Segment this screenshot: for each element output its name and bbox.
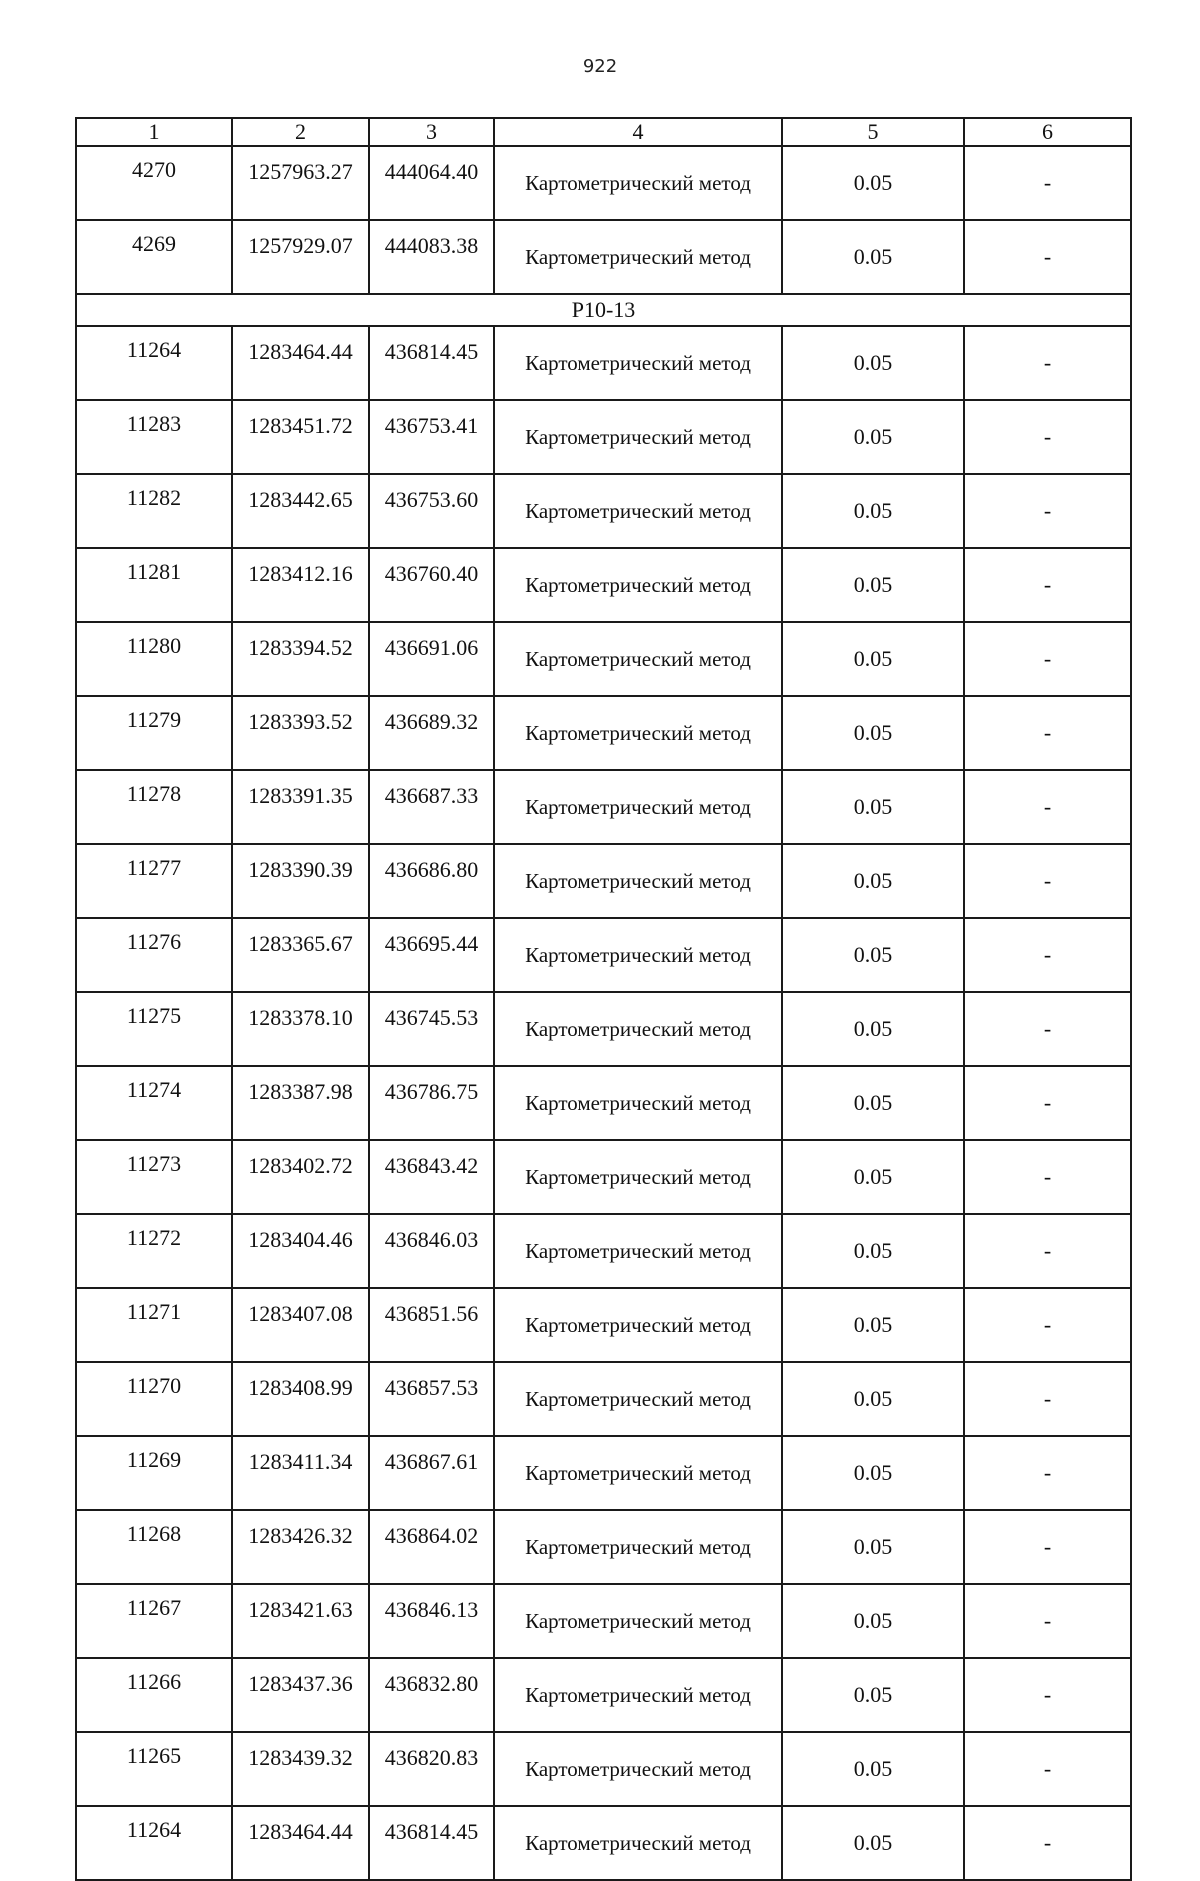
note-cell: -: [964, 400, 1131, 474]
accuracy-cell: 0.05: [782, 1140, 964, 1214]
x-coordinate-cell: 1283442.65: [232, 474, 369, 548]
x-coordinate-cell: 1283390.39: [232, 844, 369, 918]
method-cell: Картометрический метод: [494, 326, 782, 400]
x-coordinate-cell: 1283426.32: [232, 1510, 369, 1584]
accuracy-cell: 0.05: [782, 1288, 964, 1362]
note-cell: -: [964, 844, 1131, 918]
note-cell: -: [964, 918, 1131, 992]
x-coordinate-cell: 1283402.72: [232, 1140, 369, 1214]
note-cell: -: [964, 474, 1131, 548]
table-row: [76, 1584, 1131, 1658]
x-coordinate-cell: 1283365.67: [232, 918, 369, 992]
method-cell: Картометрический метод: [494, 1214, 782, 1288]
point-number-cell: 11264: [76, 1806, 232, 1880]
method-cell: Картометрический метод: [494, 220, 782, 294]
table-row: [76, 1806, 1131, 1880]
point-number-cell: 11280: [76, 622, 232, 696]
y-coordinate-cell: 436745.53: [369, 992, 494, 1066]
point-number-cell: 11268: [76, 1510, 232, 1584]
table-row: [76, 1140, 1131, 1214]
note-cell: -: [964, 1066, 1131, 1140]
accuracy-cell: 0.05: [782, 770, 964, 844]
y-coordinate-cell: 436864.02: [369, 1510, 494, 1584]
y-coordinate-cell: 436857.53: [369, 1362, 494, 1436]
method-cell: Картометрический метод: [494, 696, 782, 770]
x-coordinate-cell: 1283408.99: [232, 1362, 369, 1436]
method-cell: Картометрический метод: [494, 1732, 782, 1806]
accuracy-cell: 0.05: [782, 1066, 964, 1140]
x-coordinate-cell: 1283378.10: [232, 992, 369, 1066]
note-cell: -: [964, 1140, 1131, 1214]
accuracy-cell: 0.05: [782, 1214, 964, 1288]
accuracy-cell: 0.05: [782, 220, 964, 294]
page-number: 922: [582, 56, 618, 77]
table-row: [76, 1066, 1131, 1140]
column-header-3: 3: [369, 118, 494, 146]
accuracy-cell: 0.05: [782, 1806, 964, 1880]
y-coordinate-cell: 444064.40: [369, 146, 494, 220]
y-coordinate-cell: 436832.80: [369, 1658, 494, 1732]
note-cell: -: [964, 1362, 1131, 1436]
point-number-cell: 11276: [76, 918, 232, 992]
accuracy-cell: 0.05: [782, 844, 964, 918]
x-coordinate-cell: 1283387.98: [232, 1066, 369, 1140]
method-cell: Картометрический метод: [494, 474, 782, 548]
x-coordinate-cell: 1283391.35: [232, 770, 369, 844]
x-coordinate-cell: 1283464.44: [232, 326, 369, 400]
x-coordinate-cell: 1283407.08: [232, 1288, 369, 1362]
method-cell: Картометрический метод: [494, 844, 782, 918]
x-coordinate-cell: 1283393.52: [232, 696, 369, 770]
table-row: [76, 1214, 1131, 1288]
note-cell: -: [964, 1732, 1131, 1806]
accuracy-cell: 0.05: [782, 1584, 964, 1658]
accuracy-cell: 0.05: [782, 622, 964, 696]
point-number-cell: 11271: [76, 1288, 232, 1362]
y-coordinate-cell: 436846.13: [369, 1584, 494, 1658]
x-coordinate-cell: 1283412.16: [232, 548, 369, 622]
point-number-cell: 11267: [76, 1584, 232, 1658]
y-coordinate-cell: 436786.75: [369, 1066, 494, 1140]
y-coordinate-cell: 436686.80: [369, 844, 494, 918]
point-number-cell: 11281: [76, 548, 232, 622]
y-coordinate-cell: 436689.32: [369, 696, 494, 770]
x-coordinate-cell: 1257929.07: [232, 220, 369, 294]
accuracy-cell: 0.05: [782, 326, 964, 400]
table-row: [76, 696, 1131, 770]
point-number-cell: 11266: [76, 1658, 232, 1732]
table-row: [76, 844, 1131, 918]
table-row: [76, 474, 1131, 548]
accuracy-cell: 0.05: [782, 400, 964, 474]
method-cell: Картометрический метод: [494, 1066, 782, 1140]
section-title: Р10-13: [76, 294, 1131, 326]
x-coordinate-cell: 1283437.36: [232, 1658, 369, 1732]
y-coordinate-cell: 436843.42: [369, 1140, 494, 1214]
accuracy-cell: 0.05: [782, 474, 964, 548]
note-cell: -: [964, 992, 1131, 1066]
y-coordinate-cell: 436814.45: [369, 1806, 494, 1880]
method-cell: Картометрический метод: [494, 1288, 782, 1362]
note-cell: -: [964, 220, 1131, 294]
x-coordinate-cell: 1283451.72: [232, 400, 369, 474]
x-coordinate-cell: 1283439.32: [232, 1732, 369, 1806]
method-cell: Картометрический метод: [494, 1140, 782, 1214]
point-number-cell: 4269: [76, 220, 232, 294]
method-cell: Картометрический метод: [494, 146, 782, 220]
accuracy-cell: 0.05: [782, 1436, 964, 1510]
x-coordinate-cell: 1283411.34: [232, 1436, 369, 1510]
y-coordinate-cell: 436867.61: [369, 1436, 494, 1510]
table-row: [76, 326, 1131, 400]
note-cell: -: [964, 146, 1131, 220]
point-number-cell: 11274: [76, 1066, 232, 1140]
point-number-cell: 11269: [76, 1436, 232, 1510]
table-row: [76, 1362, 1131, 1436]
table-row: [76, 1658, 1131, 1732]
point-number-cell: 11275: [76, 992, 232, 1066]
x-coordinate-cell: 1283464.44: [232, 1806, 369, 1880]
y-coordinate-cell: 436695.44: [369, 918, 494, 992]
table-row: [76, 1288, 1131, 1362]
method-cell: Картометрический метод: [494, 400, 782, 474]
method-cell: Картометрический метод: [494, 1584, 782, 1658]
x-coordinate-cell: 1283404.46: [232, 1214, 369, 1288]
note-cell: -: [964, 1510, 1131, 1584]
accuracy-cell: 0.05: [782, 992, 964, 1066]
note-cell: -: [964, 1288, 1131, 1362]
point-number-cell: 11273: [76, 1140, 232, 1214]
y-coordinate-cell: 436753.41: [369, 400, 494, 474]
note-cell: -: [964, 326, 1131, 400]
note-cell: -: [964, 1658, 1131, 1732]
point-number-cell: 11277: [76, 844, 232, 918]
note-cell: -: [964, 548, 1131, 622]
table-row: [76, 1436, 1131, 1510]
point-number-cell: 11279: [76, 696, 232, 770]
table-row: [76, 1510, 1131, 1584]
y-coordinate-cell: 436691.06: [369, 622, 494, 696]
y-coordinate-cell: 436760.40: [369, 548, 494, 622]
point-number-cell: 11278: [76, 770, 232, 844]
table-row: [76, 992, 1131, 1066]
point-number-cell: 11264: [76, 326, 232, 400]
point-number-cell: 11283: [76, 400, 232, 474]
method-cell: Картометрический метод: [494, 1510, 782, 1584]
note-cell: -: [964, 1584, 1131, 1658]
accuracy-cell: 0.05: [782, 146, 964, 220]
y-coordinate-cell: 436687.33: [369, 770, 494, 844]
method-cell: Картометрический метод: [494, 1436, 782, 1510]
method-cell: Картометрический метод: [494, 1806, 782, 1880]
accuracy-cell: 0.05: [782, 696, 964, 770]
y-coordinate-cell: 436820.83: [369, 1732, 494, 1806]
table-row: [76, 400, 1131, 474]
y-coordinate-cell: 436753.60: [369, 474, 494, 548]
accuracy-cell: 0.05: [782, 1732, 964, 1806]
point-number-cell: 11270: [76, 1362, 232, 1436]
section-row: [76, 294, 1131, 326]
coordinates-table: [75, 117, 1132, 1881]
table-row: [76, 770, 1131, 844]
method-cell: Картометрический метод: [494, 918, 782, 992]
note-cell: -: [964, 1214, 1131, 1288]
column-header-4: 4: [494, 118, 782, 146]
note-cell: -: [964, 696, 1131, 770]
note-cell: -: [964, 1436, 1131, 1510]
y-coordinate-cell: 444083.38: [369, 220, 494, 294]
column-header-2: 2: [232, 118, 369, 146]
table-header-row: [76, 118, 1131, 146]
method-cell: Картометрический метод: [494, 622, 782, 696]
table-row: [76, 918, 1131, 992]
accuracy-cell: 0.05: [782, 1658, 964, 1732]
point-number-cell: 11272: [76, 1214, 232, 1288]
accuracy-cell: 0.05: [782, 1510, 964, 1584]
accuracy-cell: 0.05: [782, 918, 964, 992]
y-coordinate-cell: 436814.45: [369, 326, 494, 400]
table-row: [76, 220, 1131, 294]
x-coordinate-cell: 1283394.52: [232, 622, 369, 696]
column-header-5: 5: [782, 118, 964, 146]
method-cell: Картометрический метод: [494, 770, 782, 844]
note-cell: -: [964, 1806, 1131, 1880]
table-row: [76, 548, 1131, 622]
accuracy-cell: 0.05: [782, 1362, 964, 1436]
table-row: [76, 622, 1131, 696]
point-number-cell: 11282: [76, 474, 232, 548]
x-coordinate-cell: 1257963.27: [232, 146, 369, 220]
point-number-cell: 4270: [76, 146, 232, 220]
column-header-1: 1: [76, 118, 232, 146]
column-header-6: 6: [964, 118, 1131, 146]
note-cell: -: [964, 622, 1131, 696]
point-number-cell: 11265: [76, 1732, 232, 1806]
y-coordinate-cell: 436851.56: [369, 1288, 494, 1362]
accuracy-cell: 0.05: [782, 548, 964, 622]
method-cell: Картометрический метод: [494, 548, 782, 622]
method-cell: Картометрический метод: [494, 1362, 782, 1436]
table-row: [76, 146, 1131, 220]
method-cell: Картометрический метод: [494, 1658, 782, 1732]
method-cell: Картометрический метод: [494, 992, 782, 1066]
y-coordinate-cell: 436846.03: [369, 1214, 494, 1288]
note-cell: -: [964, 770, 1131, 844]
table-row: [76, 1732, 1131, 1806]
x-coordinate-cell: 1283421.63: [232, 1584, 369, 1658]
